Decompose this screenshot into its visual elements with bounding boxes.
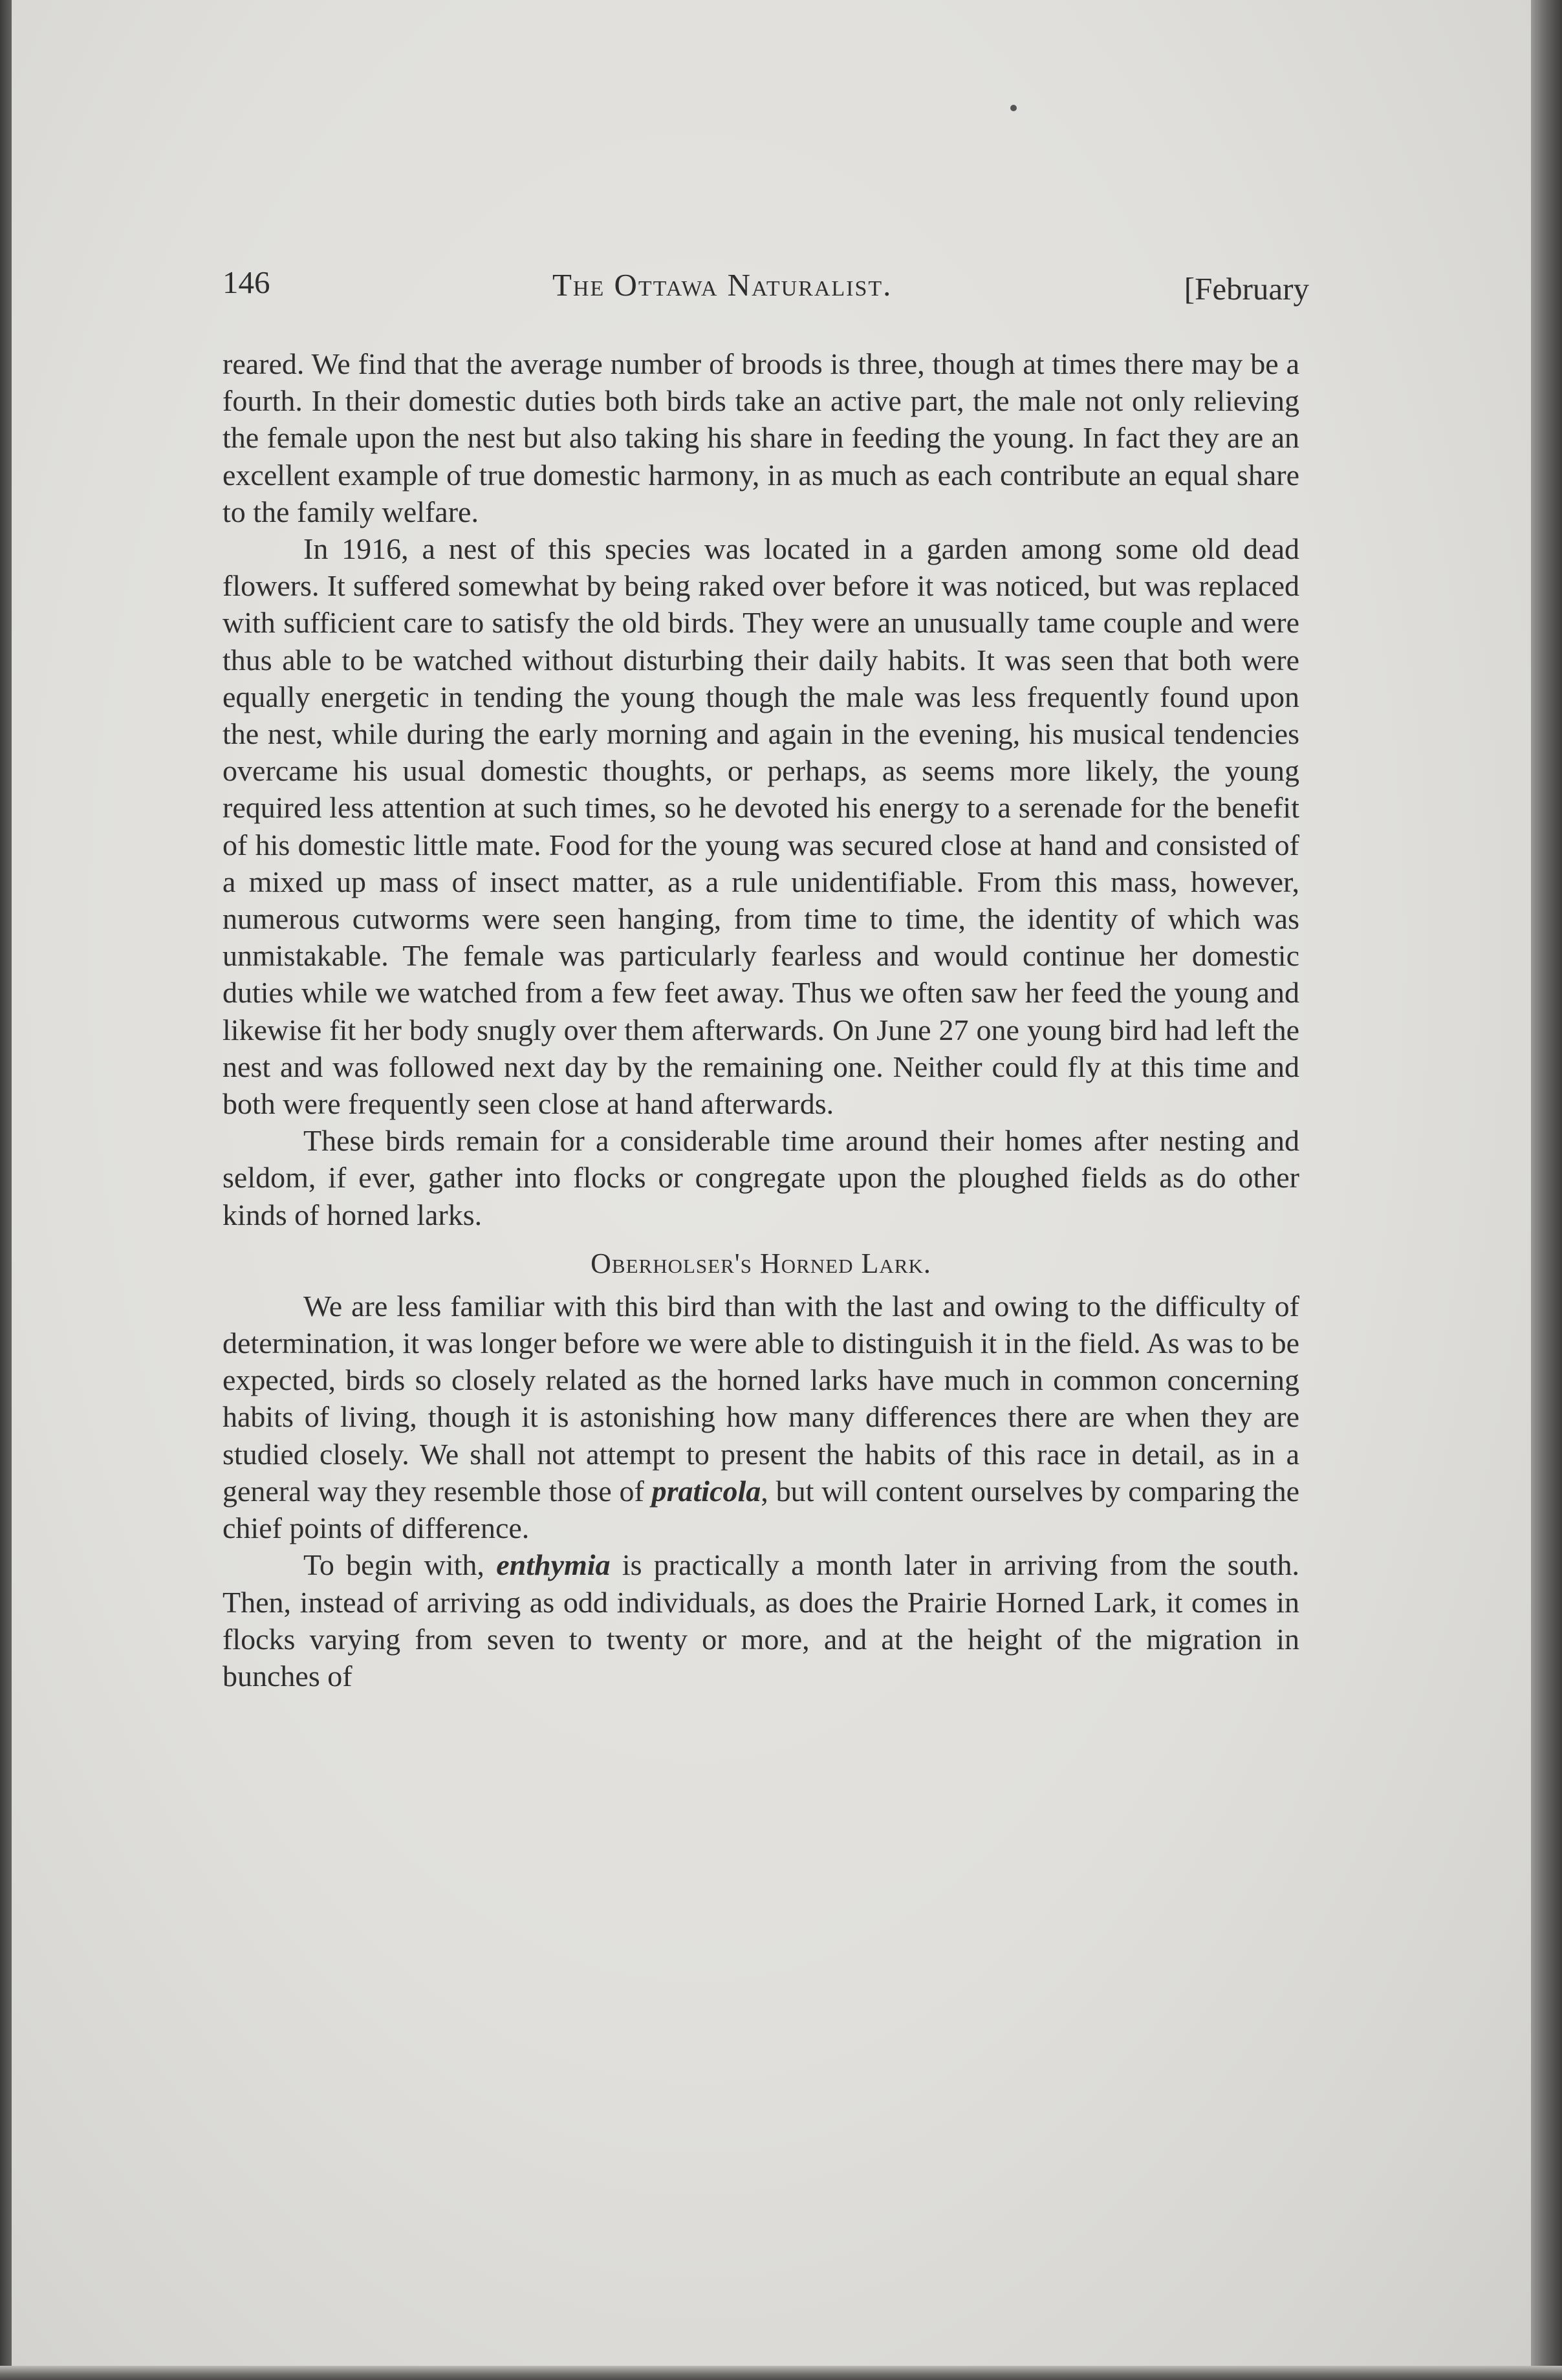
section-heading: Oberholser's Horned Lark. <box>591 1247 931 1279</box>
issue-month: [February <box>1184 271 1309 307</box>
journal-title: The Ottawa Naturalist. <box>552 267 893 303</box>
species-name-enthymia: enthymia <box>496 1548 611 1582</box>
paragraph-4-text-start: We are less familiar with this bird than with the last and owing to the difficulty of determination, it was longer before we were able to distinguish it in the field. As was to be expected, birds so closely related as the horned larks have much in common concerning habits of living, though it is astonishing how many differences there are when they are studied closely. We shall not attempt to present the habits of this race in detail, as in a general way they resemble those of <box>222 1289 1299 1508</box>
paragraph-5 <box>222 1546 1299 1694</box>
ink-speck <box>1010 105 1017 111</box>
species-name-praticola: praticola <box>651 1474 761 1508</box>
paper-sheet <box>12 0 1532 2370</box>
paragraph-1: reared. We find that the average number of broods is three, though at times there may be a fourth. In their domestic duties both birds take an active part, the male not only relieving the female upon the nest but also taking his share in feeding the young. In fact they are an excellent example of true domestic harmony, in as much as each contribute an equal share to the family welfare. <box>222 347 1299 528</box>
paragraph-3: These birds remain for a considerable time around their homes after nesting and seldom, if ever, gather into flocks or congregate upon the ploughed fields as do other kinds of horned larks. <box>222 1124 1299 1231</box>
paragraph-5-text-start: To begin with, <box>303 1548 497 1582</box>
running-header <box>222 259 1309 310</box>
scan-bottom-edge <box>0 2366 1562 2380</box>
body-text <box>222 345 1299 1694</box>
page-number: 146 <box>222 265 270 300</box>
paragraph-4 <box>222 1288 1299 1546</box>
paragraph-5-text-end: is practically a month later in arriving from the south. Then, instead of arriving as odd individuals, as does the Prairie Horned Lark, it comes in flocks varying from seven to twenty or more, and at the height of the migration in bunches of <box>222 1548 1299 1693</box>
paragraph-2: In 1916, a nest of this species was located in a garden among some old dead flowers. It suffered somewhat by being raked over before it was noticed, but was replaced with sufficient care to satisfy the old birds. They were an unusually tame couple and were thus able to be watched without disturbing their daily habits. It was seen that both were equally energetic in tending the young though the male was less frequently found upon the nest, while during the early morning and again in the evening, his musical tendencies overcame his usual domestic thoughts, or perhaps, as seems more likely, the young required less attention at such times, so he devoted his energy to a serenade for the benefit of his domestic little mate. Food for the young was secured close at hand and consisted of a mixed up mass of insect matter, as a rule unidentifiable. From this mass, however, numerous cutworms were seen hanging, from time to time, the identity of which was unmistakable. The female was particularly fearless and would continue her domestic duties while we watched from a few feet away. Thus we often saw her feed the young and likewise fit her body snugly over them afterwards. On June 27 one young bird had left the nest and was followed next day by the remaining one. Neither could fly at this time and both were frequently seen close at hand afterwards. <box>222 532 1299 1121</box>
scan-right-edge <box>1531 0 1562 2380</box>
paragraph-4-text-end: , but will content ourselves by comparing the chief points of difference. <box>222 1474 1299 1545</box>
